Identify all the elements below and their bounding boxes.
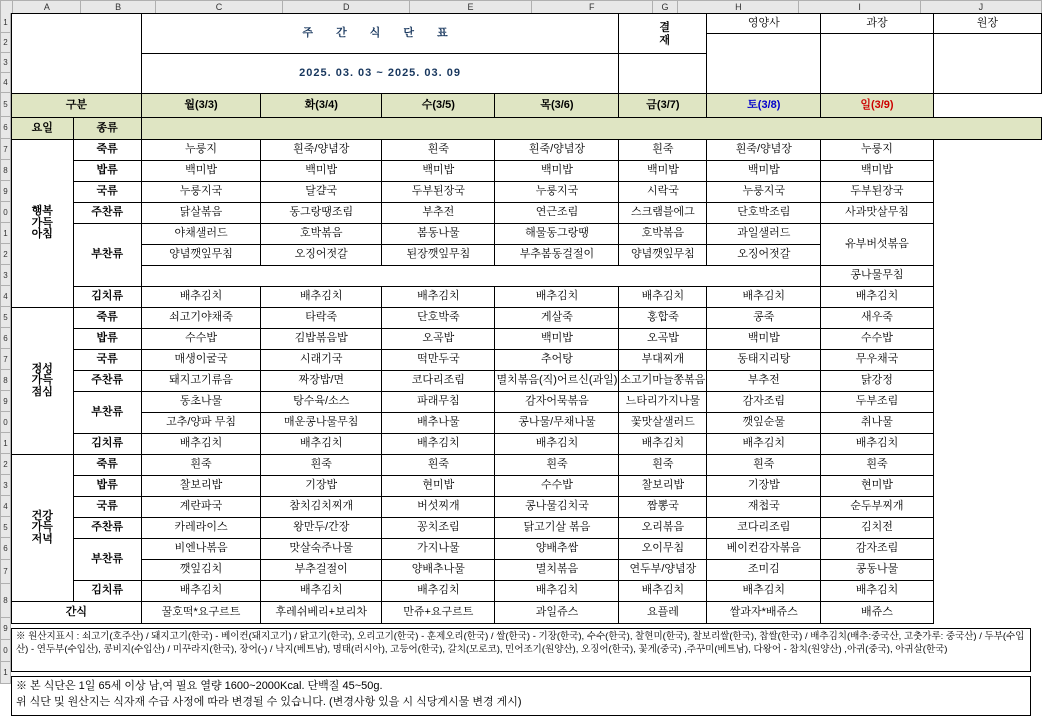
column-header-g[interactable]: G xyxy=(652,1,677,14)
snack-cell[interactable]: 후레쉬베리+보리차 xyxy=(261,602,382,624)
menu-cell[interactable]: 배추김치 xyxy=(821,287,934,308)
row-header[interactable]: 9 xyxy=(0,181,11,202)
menu-cell[interactable]: 감자조림 xyxy=(707,392,821,413)
kind-sub-side: 부찬류 xyxy=(73,392,141,434)
menu-cell[interactable]: 깻잎김치 xyxy=(141,560,261,581)
menu-cell[interactable]: 배추김치 xyxy=(707,287,821,308)
menu-cell[interactable]: 매생이굴국 xyxy=(141,350,261,371)
menu-cell[interactable]: 느타리가지나물 xyxy=(619,392,707,413)
row-header[interactable]: 8 xyxy=(0,160,11,181)
menu-cell[interactable]: 부추전 xyxy=(382,203,495,224)
row-header[interactable]: 0 xyxy=(0,640,11,662)
menu-cell[interactable]: 과일샐러드 xyxy=(707,224,821,245)
menu-cell[interactable]: 백미밥 xyxy=(821,161,934,182)
row-header[interactable]: 3 xyxy=(0,265,11,286)
menu-cell[interactable]: 가지나물 xyxy=(382,539,495,560)
approval-stamp-area[interactable] xyxy=(619,54,707,94)
menu-cell[interactable]: 추어탕 xyxy=(495,350,619,371)
menu-cell[interactable]: 탕수육/소스 xyxy=(261,392,382,413)
menu-cell[interactable]: 배추김치 xyxy=(382,434,495,455)
menu-cell[interactable]: 부대찌개 xyxy=(619,350,707,371)
snack-cell[interactable]: 배쥬스 xyxy=(821,602,934,624)
menu-cell[interactable]: 양배추나물 xyxy=(382,560,495,581)
menu-cell[interactable]: 양배추쌈 xyxy=(495,539,619,560)
column-header-a[interactable]: A xyxy=(13,1,81,14)
kind-main-side: 주찬류 xyxy=(73,371,141,392)
menu-cell[interactable]: 양념깻잎무침 xyxy=(619,245,707,266)
menu-cell[interactable]: 흰죽 xyxy=(821,455,934,476)
menu-cell[interactable]: 배추김치 xyxy=(261,434,382,455)
column-header-b[interactable]: B xyxy=(81,1,155,14)
row-header[interactable]: 0 xyxy=(0,202,11,223)
menu-cell[interactable]: 맛살숙주나물 xyxy=(261,539,382,560)
menu-cell[interactable]: 배추김치 xyxy=(707,581,821,602)
kind-soup: 국류 xyxy=(73,497,141,518)
menu-cell[interactable]: 배추김치 xyxy=(495,581,619,602)
menu-cell[interactable]: 배추김치 xyxy=(821,581,934,602)
snack-cell[interactable]: 꿀호떡*요구르트 xyxy=(141,602,261,624)
row-header[interactable]: 7 xyxy=(0,139,11,160)
menu-cell[interactable]: 기장밥 xyxy=(261,476,382,497)
sign-box-nutritionist[interactable] xyxy=(707,34,821,94)
kind-rice: 밥류 xyxy=(73,161,141,182)
kind-label: 종류 xyxy=(73,118,141,140)
row-header[interactable]: 4 xyxy=(0,496,11,517)
menu-cell[interactable]: 코다리조림 xyxy=(382,371,495,392)
menu-cell[interactable]: 감자어묵볶음 xyxy=(495,392,619,413)
column-header-e[interactable]: E xyxy=(410,1,531,14)
menu-cell[interactable]: 부추걸절이 xyxy=(261,560,382,581)
meal-name-dinner: 건강 가득 저녁 xyxy=(12,455,74,602)
row-header[interactable]: 4 xyxy=(0,73,11,93)
menu-cell[interactable]: 달걀국 xyxy=(261,182,382,203)
menu-cell[interactable]: 버섯찌개 xyxy=(382,497,495,518)
row-header[interactable]: 5 xyxy=(0,307,11,328)
menu-cell[interactable]: 백미밥 xyxy=(619,161,707,182)
menu-cell[interactable]: 백미밥 xyxy=(141,161,261,182)
approval-label: 결재 xyxy=(619,14,707,54)
kind-rice: 밥류 xyxy=(73,329,141,350)
row-header[interactable]: 0 xyxy=(0,412,11,433)
menu-cell[interactable]: 유부버섯볶음 xyxy=(821,224,934,266)
menu-cell[interactable]: 백미밥 xyxy=(261,161,382,182)
row-header[interactable]: 6 xyxy=(0,538,11,560)
menu-cell[interactable]: 닭살볶음 xyxy=(141,203,261,224)
kind-sub-side: 부찬류 xyxy=(73,224,141,287)
menu-cell[interactable]: 매운콩나물무침 xyxy=(261,413,382,434)
snack-cell[interactable]: 과일쥬스 xyxy=(495,602,619,624)
menu-cell[interactable]: 꽁치조림 xyxy=(382,518,495,539)
menu-cell[interactable]: 김밥볶음밥 xyxy=(261,329,382,350)
menu-cell[interactable]: 야채샐러드 xyxy=(141,224,261,245)
menu-cell[interactable]: 기장밥 xyxy=(707,476,821,497)
menu-cell[interactable]: 비엔나볶음 xyxy=(141,539,261,560)
menu-cell[interactable]: 누룽지 xyxy=(141,140,261,161)
sign-header-manager: 과장 xyxy=(821,14,934,34)
menu-cell[interactable]: 두부된장국 xyxy=(821,182,934,203)
kind-kimchi: 김치류 xyxy=(73,287,141,308)
menu-cell[interactable]: 꽃맛살샐러드 xyxy=(619,413,707,434)
menu-cell[interactable]: 동태지리탕 xyxy=(707,350,821,371)
menu-cell[interactable]: 닭고기살 볶음 xyxy=(495,518,619,539)
menu-cell[interactable]: 취나물 xyxy=(821,413,934,434)
day-header-thu: 목(3/6) xyxy=(495,94,619,118)
row-header[interactable]: 8 xyxy=(0,370,11,391)
date-range: 2025. 03. 03 ~ 2025. 03. 09 xyxy=(141,54,619,94)
menu-cell[interactable]: 배추김치 xyxy=(707,434,821,455)
meal-name-breakfast: 행복 가득 아침 xyxy=(12,140,74,308)
menu-cell[interactable]: 계란파국 xyxy=(141,497,261,518)
menu-cell[interactable]: 사과맛살무침 xyxy=(821,203,934,224)
header-spacer xyxy=(141,118,1041,140)
kind-porridge: 죽류 xyxy=(73,140,141,161)
menu-cell[interactable]: 시래기국 xyxy=(261,350,382,371)
menu-cell[interactable]: 오징어젓갈 xyxy=(707,245,821,266)
sign-header-director: 원장 xyxy=(933,14,1041,34)
column-header-row xyxy=(0,0,1042,14)
menu-cell[interactable]: 흰죽 xyxy=(382,140,495,161)
menu-cell[interactable]: 부추전 xyxy=(707,371,821,392)
caution-line-2: 위 식단 및 원산지는 식자재 수급 사정에 따라 변경될 수 있습니다. (변경사항 있을 시 식당게시물 변경 게시) xyxy=(16,695,522,708)
menu-cell[interactable]: 누룽지 xyxy=(821,140,934,161)
menu-cell[interactable]: 짬뽕국 xyxy=(619,497,707,518)
menu-cell[interactable]: 콩동나물 xyxy=(821,560,934,581)
menu-cell[interactable]: 동그랑땡조림 xyxy=(261,203,382,224)
row-header[interactable]: 9 xyxy=(0,618,11,640)
row-header-column xyxy=(0,13,11,684)
menu-cell[interactable]: 배추김치 xyxy=(382,581,495,602)
menu-cell[interactable]: 흰죽 xyxy=(707,455,821,476)
menu-cell[interactable]: 재첩국 xyxy=(707,497,821,518)
snack-cell[interactable]: 요플레 xyxy=(619,602,707,624)
menu-cell[interactable]: 배추김치 xyxy=(261,287,382,308)
weekday-label: 요일 xyxy=(12,118,74,140)
menu-cell[interactable]: 배추김치 xyxy=(141,581,261,602)
page-title: 주 간 식 단 표 xyxy=(141,14,619,54)
menu-cell[interactable]: 왕만두/간장 xyxy=(261,518,382,539)
kind-kimchi: 김치류 xyxy=(73,434,141,455)
menu-cell[interactable]: 배추김치 xyxy=(141,287,261,308)
origin-note: ※ 원산지표시 : 쇠고기(호주산) / 돼지고기(한국) - 베이컨(돼지고기) / 닭고기(한국), 오리고기(한국) - 훈제오리(한국) / 쌀(한국) - 기장(한국), 수수(한국), 찰현미(한국), 찰보리쌀(한국), 찹쌀(한국) / 배추김치(배추:중국산, 고춧가루: 중국산) / 두부(수입산) - 연두부(수입산), 콩비지(수입산) / 미꾸라지(한국), 장어(-) / 낙지(베트남), 명태(러시아), 고등어(한국), 갈치(모로코), 민어조기(원양산), 오징어(한국), 꽃게(중국) ,주꾸미(베트남), 다왕어 - 참치(원양산) ,아귀(중국), 아귀살(한국) xyxy=(11,628,1031,672)
row-header[interactable]: 1 xyxy=(0,223,11,244)
menu-cell[interactable]: 배추김치 xyxy=(619,581,707,602)
caution-note xyxy=(11,676,1031,716)
kind-main-side: 주찬류 xyxy=(73,203,141,224)
row-header[interactable]: 8 xyxy=(0,584,11,618)
menu-cell[interactable]: 두부조림 xyxy=(821,392,934,413)
row-header[interactable]: 2 xyxy=(0,33,11,53)
menu-cell[interactable]: 카레라이스 xyxy=(141,518,261,539)
row-header[interactable]: 1 xyxy=(0,662,11,684)
menu-cell[interactable]: 백미밥 xyxy=(382,161,495,182)
kind-porridge: 죽류 xyxy=(73,455,141,476)
menu-cell[interactable]: 무우채국 xyxy=(821,350,934,371)
menu-cell[interactable]: 누룽지국 xyxy=(141,182,261,203)
menu-cell[interactable]: 고추/양파 무침 xyxy=(141,413,261,434)
row-header[interactable]: 9 xyxy=(0,391,11,412)
menu-cell[interactable]: 수수밥 xyxy=(821,329,934,350)
column-header-f[interactable]: F xyxy=(531,1,652,14)
menu-cell[interactable]: 코다리조림 xyxy=(707,518,821,539)
menu-cell[interactable]: 김치전 xyxy=(821,518,934,539)
menu-cell[interactable]: 현미밥 xyxy=(382,476,495,497)
menu-cell[interactable]: 오곡밥 xyxy=(382,329,495,350)
menu-cell[interactable]: 봄동나물 xyxy=(382,224,495,245)
row-header[interactable]: 1 xyxy=(0,13,11,33)
menu-cell[interactable]: 연근조림 xyxy=(495,203,619,224)
menu-cell[interactable]: 배추김치 xyxy=(261,581,382,602)
menu-cell-empty xyxy=(141,266,820,287)
menu-cell[interactable]: 단호박죽 xyxy=(382,308,495,329)
menu-cell[interactable]: 닭강정 xyxy=(821,371,934,392)
snack-cell[interactable]: 쌀과자*배쥬스 xyxy=(707,602,821,624)
menu-cell[interactable]: 흰죽/양념장 xyxy=(495,140,619,161)
column-header-h[interactable]: H xyxy=(678,1,799,14)
menu-cell[interactable]: 누룽지국 xyxy=(495,182,619,203)
menu-cell[interactable]: 조미김 xyxy=(707,560,821,581)
day-header-sun: 일(3/9) xyxy=(821,94,934,118)
menu-cell[interactable]: 멸치볶음 xyxy=(495,560,619,581)
menu-cell[interactable]: 흰죽 xyxy=(619,455,707,476)
column-header-c[interactable]: C xyxy=(155,1,282,14)
menu-cell[interactable]: 연두부/양념장 xyxy=(619,560,707,581)
menu-cell[interactable]: 콩나물김치국 xyxy=(495,497,619,518)
menu-cell[interactable]: 배추김치 xyxy=(495,287,619,308)
menu-cell[interactable]: 콩죽 xyxy=(707,308,821,329)
sign-box-director[interactable] xyxy=(933,34,1041,94)
menu-cell[interactable]: 멸치볶음(직)어르신(과일) xyxy=(495,371,619,392)
menu-cell[interactable]: 배추김치 xyxy=(495,434,619,455)
menu-cell[interactable]: 해물동그랑땡 xyxy=(495,224,619,245)
menu-cell[interactable]: 호박볶음 xyxy=(261,224,382,245)
day-header-sat: 토(3/8) xyxy=(707,94,821,118)
corner-cell[interactable] xyxy=(1,1,13,14)
menu-cell[interactable]: 현미밥 xyxy=(821,476,934,497)
menu-cell[interactable]: 깻잎순물 xyxy=(707,413,821,434)
menu-cell[interactable]: 베이컨감자볶음 xyxy=(707,539,821,560)
menu-cell[interactable]: 흰죽 xyxy=(495,455,619,476)
sign-header-nutritionist: 영양사 xyxy=(707,14,821,34)
menu-cell[interactable]: 시락국 xyxy=(619,182,707,203)
menu-cell[interactable]: 찰보리밥 xyxy=(141,476,261,497)
menu-cell[interactable]: 동초나물 xyxy=(141,392,261,413)
menu-cell[interactable]: 소고기마늘쫑볶음 xyxy=(619,371,707,392)
menu-cell[interactable]: 짜장밥/면 xyxy=(261,371,382,392)
column-header-d[interactable]: D xyxy=(283,1,410,14)
menu-cell[interactable]: 흰죽 xyxy=(619,140,707,161)
menu-cell[interactable]: 흰죽 xyxy=(382,455,495,476)
kind-soup: 국류 xyxy=(73,350,141,371)
menu-cell[interactable]: 된장깻잎무침 xyxy=(382,245,495,266)
row-header[interactable]: 5 xyxy=(0,93,11,117)
row-header[interactable]: 2 xyxy=(0,244,11,265)
sign-box-manager[interactable] xyxy=(821,34,934,94)
menu-cell[interactable]: 오리볶음 xyxy=(619,518,707,539)
menu-cell[interactable]: 양념깻잎무침 xyxy=(141,245,261,266)
row-header[interactable]: 2 xyxy=(0,454,11,475)
row-header[interactable]: 7 xyxy=(0,560,11,584)
kind-sub-side: 부찬류 xyxy=(73,539,141,581)
row-header[interactable]: 3 xyxy=(0,53,11,73)
winter-illustration xyxy=(12,14,142,94)
menu-cell[interactable]: 배추김치 xyxy=(619,434,707,455)
menu-cell[interactable]: 배추나물 xyxy=(382,413,495,434)
menu-cell[interactable]: 수수밥 xyxy=(495,476,619,497)
menu-cell[interactable]: 감자조림 xyxy=(821,539,934,560)
menu-cell[interactable]: 호박볶음 xyxy=(619,224,707,245)
menu-cell[interactable]: 콩나물/무채나물 xyxy=(495,413,619,434)
menu-cell[interactable]: 백미밥 xyxy=(707,329,821,350)
menu-cell[interactable]: 게살죽 xyxy=(495,308,619,329)
day-header-tue: 화(3/4) xyxy=(261,94,382,118)
menu-cell[interactable]: 흰죽 xyxy=(261,455,382,476)
menu-cell[interactable]: 흰죽 xyxy=(141,455,261,476)
kind-porridge: 죽류 xyxy=(73,308,141,329)
caution-line-1: ※ 본 식단은 1일 65세 이상 남,여 필요 열량 1600~2000Kcal. 단백질 45~50g. xyxy=(16,680,383,692)
menu-cell[interactable]: 수수밥 xyxy=(141,329,261,350)
menu-cell[interactable]: 백미밥 xyxy=(495,329,619,350)
menu-cell[interactable]: 배추김치 xyxy=(382,287,495,308)
group-label: 구분 xyxy=(12,94,142,118)
kind-main-side: 주찬류 xyxy=(73,518,141,539)
menu-cell[interactable]: 흰죽/양념장 xyxy=(707,140,821,161)
menu-cell[interactable]: 백미밥 xyxy=(707,161,821,182)
kind-rice: 밥류 xyxy=(73,476,141,497)
menu-cell[interactable]: 흰죽/양념장 xyxy=(261,140,382,161)
menu-cell[interactable]: 순두부찌개 xyxy=(821,497,934,518)
menu-cell[interactable]: 두부된장국 xyxy=(382,182,495,203)
row-header[interactable]: 3 xyxy=(0,475,11,496)
menu-cell[interactable]: 오곡밥 xyxy=(619,329,707,350)
menu-cell[interactable]: 배추김치 xyxy=(821,434,934,455)
menu-cell[interactable]: 새우죽 xyxy=(821,308,934,329)
row-header[interactable]: 7 xyxy=(0,349,11,370)
kind-kimchi: 김치류 xyxy=(73,581,141,602)
row-header[interactable]: 1 xyxy=(0,433,11,454)
menu-cell[interactable]: 백미밥 xyxy=(495,161,619,182)
menu-cell[interactable]: 오이무침 xyxy=(619,539,707,560)
column-header-i[interactable]: I xyxy=(799,1,920,14)
menu-cell[interactable]: 콩나물무침 xyxy=(821,266,934,287)
snack-cell[interactable]: 만쥬+요구르트 xyxy=(382,602,495,624)
kind-soup: 국류 xyxy=(73,182,141,203)
menu-cell[interactable]: 타락죽 xyxy=(261,308,382,329)
menu-cell[interactable]: 떡만두국 xyxy=(382,350,495,371)
menu-cell[interactable]: 스크램블에그 xyxy=(619,203,707,224)
row-header[interactable]: 6 xyxy=(0,328,11,349)
row-header[interactable]: 4 xyxy=(0,286,11,307)
menu-cell[interactable]: 파래무침 xyxy=(382,392,495,413)
menu-cell[interactable]: 누룽지국 xyxy=(707,182,821,203)
menu-table xyxy=(11,13,1042,624)
row-header[interactable]: 6 xyxy=(0,117,11,139)
column-header-j[interactable]: J xyxy=(920,1,1041,14)
menu-cell[interactable]: 배추김치 xyxy=(141,434,261,455)
day-header-mon: 월(3/3) xyxy=(141,94,261,118)
menu-cell[interactable]: 돼지고기류음 xyxy=(141,371,261,392)
menu-cell[interactable]: 홍합죽 xyxy=(619,308,707,329)
meal-name-lunch: 정성 가득 점심 xyxy=(12,308,74,455)
menu-cell[interactable]: 단호박조림 xyxy=(707,203,821,224)
snack-label: 간식 xyxy=(12,602,142,624)
day-header-fri: 금(3/7) xyxy=(619,94,707,118)
row-header[interactable]: 5 xyxy=(0,517,11,538)
menu-cell[interactable]: 오징어젓갈 xyxy=(261,245,382,266)
menu-cell[interactable]: 찰보리밥 xyxy=(619,476,707,497)
menu-cell[interactable]: 참치김치찌개 xyxy=(261,497,382,518)
day-header-wed: 수(3/5) xyxy=(382,94,495,118)
menu-cell[interactable]: 쇠고기야채죽 xyxy=(141,308,261,329)
menu-cell[interactable]: 부추봄동걸절이 xyxy=(495,245,619,266)
menu-cell[interactable]: 배추김치 xyxy=(619,287,707,308)
